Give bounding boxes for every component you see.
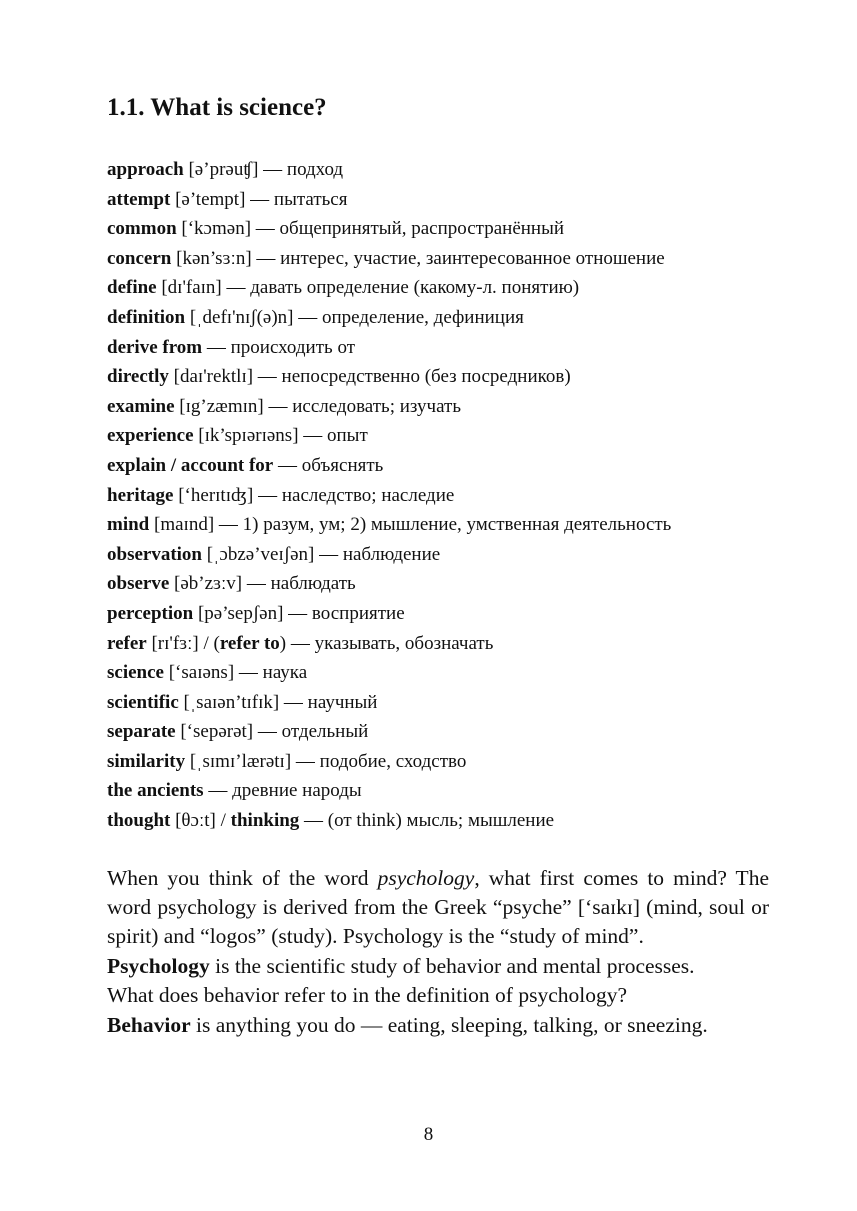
glossary-definition: [ə’tempt] — пытаться	[170, 188, 348, 210]
paragraph-question	[107, 981, 769, 1010]
glossary-entry	[107, 451, 769, 481]
glossary-definition: [ˌsaɪən’tɪfɪk] — научный	[178, 691, 378, 713]
glossary-term: mind	[107, 514, 150, 536]
glossary-term: directly	[107, 366, 169, 388]
glossary-definition: [ɪk’spɪərɪəns] — опыт	[193, 425, 368, 447]
glossary-definition: ) — указывать, обозначать	[279, 632, 494, 654]
glossary-term: heritage	[107, 484, 174, 506]
text-run: is anything you do — eating, sleeping, talking, or sneezing.	[190, 1012, 708, 1037]
glossary-term: approach	[107, 159, 184, 180]
glossary-term: experience	[107, 425, 194, 447]
glossary-entry	[107, 776, 769, 806]
text-run: is the scientific study of behavior and mental processes.	[209, 953, 695, 978]
glossary-definition: [pə’sepʃən] — восприятие	[193, 602, 405, 624]
glossary-entry	[107, 481, 769, 511]
bold-term: Behavior	[107, 1012, 191, 1037]
page-content	[107, 92, 769, 1040]
text-run: When you think of the word	[107, 865, 378, 890]
glossary-term: attempt	[107, 188, 171, 210]
glossary-term: define	[107, 277, 157, 299]
glossary-definition: [ˌdefɪ'nɪʃ(ə)n] — определение, дефиниция	[185, 306, 524, 328]
glossary-term: separate	[107, 721, 176, 743]
glossary-entry	[107, 244, 769, 274]
glossary-entry	[107, 214, 769, 244]
glossary-term: refer	[107, 632, 147, 654]
glossary-term: thought	[107, 810, 171, 832]
glossary-entry	[107, 510, 769, 540]
glossary-entry	[107, 333, 769, 363]
glossary-term: derive from	[107, 336, 203, 358]
text-run: What does behavior refer to in the definition of psychology?	[107, 983, 628, 1008]
glossary-definition: [ˌsɪmɪ’lærətɪ] — подобие, сходство	[185, 750, 467, 772]
glossary-definition: [ˌɔbzə’veɪʃən] — наблюдение	[202, 543, 441, 565]
glossary-entry	[107, 688, 769, 718]
glossary-entry	[107, 658, 769, 688]
glossary-term-alt: refer to	[219, 632, 280, 654]
glossary-definition: — (от think) мысль; мышление	[299, 810, 555, 832]
paragraph-intro	[107, 864, 769, 952]
glossary-term: similarity	[107, 750, 186, 772]
glossary-term-alt: thinking	[230, 810, 300, 832]
glossary-term: common	[107, 218, 177, 240]
glossary-term: explain / account for	[107, 454, 274, 476]
glossary-term: observation	[107, 543, 202, 565]
text-run: , what first comes to mind? The word psychology is derived from the Greek “psyche” [‘saɪkɪ] (mind, soul or spirit) and “logos” (study). Psychology is the “study of mind”.	[107, 865, 769, 949]
vocabulary-list	[107, 155, 769, 836]
glossary-entry	[107, 273, 769, 303]
glossary-definition: [ə’prəuʧ] — подход	[183, 159, 344, 180]
glossary-entry	[107, 717, 769, 747]
glossary-definition: [dɪ'faɪn] — давать определение (какому-л. понятию)	[156, 277, 580, 299]
bold-term: Psychology	[107, 953, 210, 978]
glossary-definition: [ɪg’zæmɪn] — исследовать; изучать	[174, 395, 461, 417]
glossary-definition: [‘herɪtɪʤ] — наследство; наследие	[173, 484, 455, 506]
glossary-definition: — объяснять	[273, 454, 384, 476]
glossary-definition: [kən’sɜːn] — интерес, участие, заинтересованное отношение	[171, 247, 665, 269]
paragraph-behavior	[107, 1011, 769, 1040]
glossary-definition: [maɪnd] — 1) разум, ум; 2) мышление, умственная деятельность	[149, 514, 672, 536]
glossary-definition: — происходить от	[202, 336, 355, 358]
italic-term: psychology	[377, 865, 475, 890]
glossary-entry	[107, 303, 769, 333]
glossary-entry	[107, 747, 769, 777]
glossary-term: science	[107, 662, 164, 684]
glossary-definition: [daɪ'rektlɪ] — непосредственно (без посредников)	[168, 366, 571, 388]
paragraph-definition	[107, 952, 769, 981]
glossary-term: scientific	[107, 691, 179, 713]
glossary-definition: [‘kɔmən] — общепринятый, распространённый	[176, 218, 565, 240]
glossary-definition: — древние народы	[203, 780, 362, 802]
glossary-term: observe	[107, 573, 170, 595]
glossary-term: concern	[107, 247, 172, 269]
glossary-entry	[107, 392, 769, 422]
glossary-definition: [rɪ'fɜː] / (	[146, 632, 220, 654]
glossary-definition: [əb’zɜːv] — наблюдать	[169, 573, 356, 595]
glossary-entry	[107, 540, 769, 570]
glossary-entry	[107, 155, 769, 185]
glossary-entry	[107, 362, 769, 392]
glossary-term: perception	[107, 602, 194, 624]
glossary-entry	[107, 421, 769, 451]
glossary-term: the ancients	[107, 780, 204, 802]
glossary-entry	[107, 599, 769, 629]
page-number: 8	[423, 1124, 434, 1145]
glossary-definition: [‘saɪəns] — наука	[163, 662, 308, 684]
glossary-entry	[107, 569, 769, 599]
glossary-definition: [‘sepərət] — отдельный	[175, 721, 369, 743]
body-text	[107, 864, 769, 1040]
glossary-definition: [θɔːt] /	[170, 810, 231, 832]
glossary-term: examine	[107, 395, 175, 417]
glossary-entry	[107, 806, 769, 836]
glossary-entry	[107, 629, 769, 659]
section-title: 1.1. What is science?	[107, 94, 327, 121]
glossary-term: definition	[107, 306, 186, 328]
glossary-entry	[107, 185, 769, 215]
